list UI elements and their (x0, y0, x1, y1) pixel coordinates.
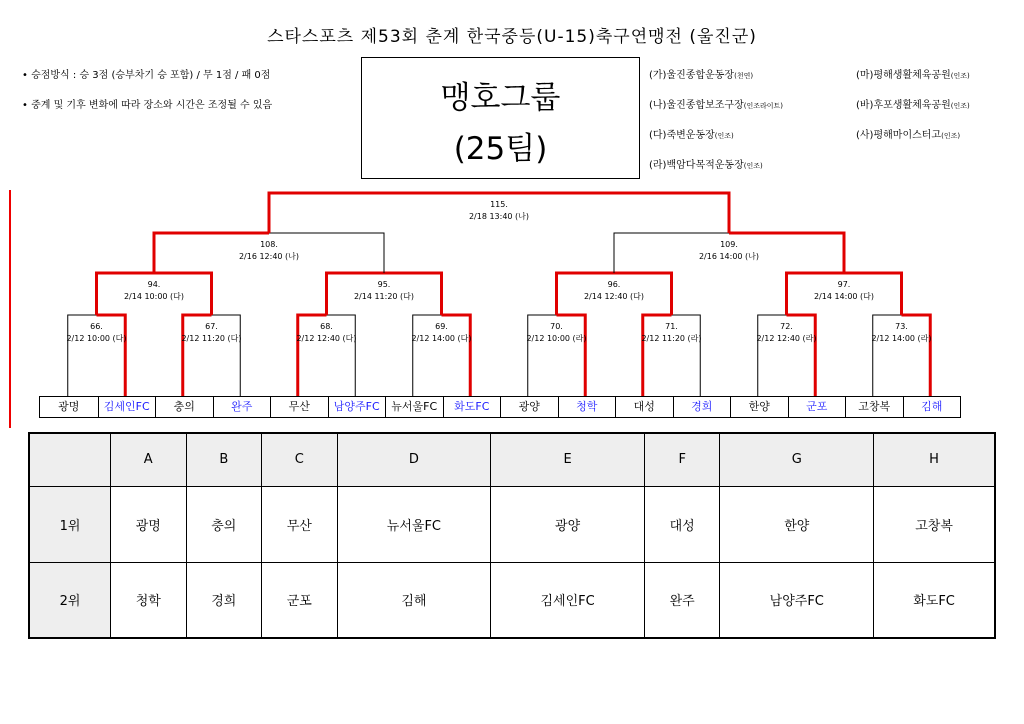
venue-item: (다)죽변운동장(인조) (649, 130, 734, 141)
team-cell: 김해 (903, 397, 961, 417)
result-cell: 충의 (186, 486, 262, 562)
match-label (94, 279, 214, 303)
result-cell: 청학 (111, 562, 187, 638)
match-number: 95. (377, 280, 391, 289)
match-time: 2/16 12:40 (나) (238, 252, 300, 261)
match-label (612, 321, 732, 345)
team-cell: 남양주FC (328, 397, 386, 417)
match-number: 97. (837, 280, 851, 289)
match-time: 2/14 14:00 (다) (813, 292, 875, 301)
team-cell: 대성 (615, 397, 673, 417)
match-label (267, 321, 387, 345)
match-label (497, 321, 617, 345)
match-time: 2/14 11:20 (다) (353, 292, 415, 301)
team-row (39, 396, 961, 418)
result-cell: 광양 (491, 486, 645, 562)
venue-item: (바)후포생활체육공원(인조) (856, 100, 970, 111)
match-time: 2/14 10:00 (다) (123, 292, 185, 301)
team-cell: 광명 (58, 400, 80, 413)
match-number: 72. (780, 322, 793, 331)
team-cell: 청학 (558, 397, 616, 417)
group-header: C (262, 433, 338, 486)
group-header: F (644, 433, 720, 486)
group-header: B (186, 433, 262, 486)
result-cell: 한양 (720, 486, 874, 562)
result-cell: 광명 (111, 486, 187, 562)
results-row (29, 486, 995, 562)
match-number: 68. (320, 322, 333, 331)
team-cell: 경희 (673, 397, 731, 417)
team-cell: 고창복 (845, 397, 903, 417)
match-label (784, 279, 904, 303)
match-time: 2/12 10:00 (다) (66, 334, 127, 343)
match-label (324, 279, 444, 303)
match-number: 96. (607, 280, 621, 289)
match-label (439, 199, 559, 223)
group-header: H (874, 433, 995, 486)
team-cell: 뉴서울FC (385, 397, 443, 417)
results-header-row (29, 433, 995, 486)
result-cell: 고창복 (874, 486, 995, 562)
corner-cell (29, 433, 111, 486)
result-cell: 경희 (186, 562, 262, 638)
match-number: 71. (665, 322, 678, 331)
match-label (669, 239, 789, 263)
match-label (152, 321, 272, 345)
result-cell: 대성 (644, 486, 720, 562)
group-name: 맹호그룹 (440, 80, 561, 116)
match-number: 115. (490, 200, 508, 209)
match-time: 2/18 13:40 (나) (468, 212, 530, 221)
result-cell: 김세인FC (491, 562, 645, 638)
results-row (29, 562, 995, 638)
match-time: 2/14 12:40 (다) (583, 292, 645, 301)
team-cell: 광양 (500, 397, 558, 417)
match-time: 2/12 14:00 (다) (411, 334, 472, 343)
result-cell: 뉴서울FC (337, 486, 491, 562)
match-number: 73. (895, 322, 908, 331)
match-number: 108. (260, 240, 278, 249)
venue-item: (마)평해생활체육공원(인조) (856, 70, 970, 81)
match-number: 69. (435, 322, 448, 331)
rank-label: 2위 (29, 562, 111, 638)
match-label (382, 321, 502, 345)
match-number: 94. (147, 280, 161, 289)
match-label (727, 321, 847, 345)
venue-item: (가)울진종합운동장(천연) (649, 70, 754, 81)
team-cell: 한양 (730, 397, 788, 417)
match-time: 2/12 11:20 (다) (181, 334, 242, 343)
group-header: G (720, 433, 874, 486)
match-time: 2/12 11:20 (라) (641, 334, 702, 343)
match-label (554, 279, 674, 303)
result-cell: 완주 (644, 562, 720, 638)
match-number: 67. (205, 322, 218, 331)
page-title: 스타스포츠 제53회 춘계 한국중등(U-15)축구연맹전 (울진군) (267, 27, 757, 47)
group-header: A (111, 433, 187, 486)
team-cell: 화도FC (443, 397, 501, 417)
match-number: 66. (90, 322, 103, 331)
match-time: 2/12 12:40 (라) (756, 334, 817, 343)
venue-item: (나)울진종합보조구장(인조라이트) (649, 100, 784, 111)
schedule-note: • 중계 및 기후 변화에 따라 장소와 시간은 조정될 수 있음 (22, 100, 273, 111)
group-team-count: (25팀) (453, 131, 548, 167)
match-time: 2/12 12:40 (다) (296, 334, 357, 343)
result-cell: 남양주FC (720, 562, 874, 638)
result-cell: 무산 (262, 486, 338, 562)
team-cell: 무산 (270, 397, 328, 417)
team-cell: 완주 (213, 397, 271, 417)
team-cell: 군포 (788, 397, 846, 417)
group-header: E (491, 433, 645, 486)
match-label (209, 239, 329, 263)
rank-label: 1위 (29, 486, 111, 562)
match-time: 2/12 10:00 (라) (526, 334, 587, 343)
match-number: 109. (720, 240, 738, 249)
result-cell: 김해 (337, 562, 491, 638)
match-time: 2/12 14:00 (라) (871, 334, 932, 343)
team-cell: 충의 (155, 397, 213, 417)
venue-item: (사)평해마이스터고(인조) (856, 130, 961, 141)
venue-item: (라)백암다목적운동장(인조) (649, 160, 763, 171)
result-cell: 군포 (262, 562, 338, 638)
scoring-note: • 승점방식 : 승 3점 (승부차기 승 포함) / 무 1점 / 패 0점 (22, 70, 271, 81)
match-label (37, 321, 157, 345)
group-header: D (337, 433, 491, 486)
match-number: 70. (550, 322, 563, 331)
results-table (28, 432, 996, 639)
match-time: 2/16 14:00 (나) (698, 252, 760, 261)
result-cell: 화도FC (874, 562, 995, 638)
team-cell: 김세인FC (98, 397, 156, 417)
match-label (842, 321, 962, 345)
